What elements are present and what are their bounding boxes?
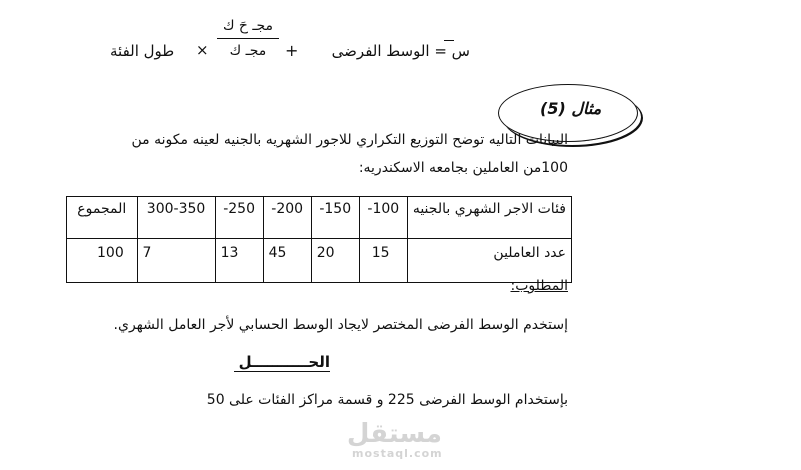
formula-right-term [332,42,470,60]
example-label: مثال (5) [540,99,602,118]
watermark-arabic: مستقل [346,419,442,449]
table-category: 100- [359,197,407,239]
required-heading: المطلوب: [510,278,568,294]
formula-fraction [215,18,281,59]
formula [110,8,470,78]
table-category: 200- [263,197,311,239]
table-row-label: عدد العاملين [407,239,571,283]
formula-denominator: مجـ ك [229,43,267,60]
table-row [67,239,572,283]
table-value: 7 [137,239,215,283]
intro-line-2: 100من العاملين بجامعه الاسكندريه: [358,160,568,176]
watermark-latin: mostaql.com [352,447,443,460]
table-header-label: فئات الاجر الشهري بالجنيه [407,197,571,239]
table-total-value: 100 [67,239,138,283]
frequency-table [66,196,572,283]
table-value: 45 [263,239,311,283]
formula-right-text: س = الوسط الفرضى [331,42,470,60]
table-value: 13 [215,239,263,283]
formula-plus-sign: + [285,41,299,60]
task-text: إستخدم الوسط الفرضى المختصر لايجاد الوسط الحسابي لأجر العامل الشهري. [113,317,568,333]
watermark-logo [346,419,443,460]
table-header-row [67,197,572,239]
mean-bar-mark [444,40,454,41]
table-category: 250- [215,197,263,239]
formula-numerator: مجـ حَ ك [222,18,274,34]
formula-times-sign: × [196,41,209,59]
table-category: 150- [311,197,359,239]
solution-heading: الحـــــــــــل [234,353,330,372]
table-total-header: المجموع [67,197,138,239]
solution-note: بإستخدام الوسط الفرضى 225 و قسمة مراكز الفئات على 50 [206,392,568,408]
table-value: 15 [359,239,407,283]
table-value: 20 [311,239,359,283]
intro-line-1: البيانات التاليه توضح التوزيع التكراري للاجور الشهريه بالجنيه لعينه مكونه من [131,132,568,148]
table-category: 300-350 [137,197,215,239]
formula-left-term: طول الفئة [110,42,175,60]
